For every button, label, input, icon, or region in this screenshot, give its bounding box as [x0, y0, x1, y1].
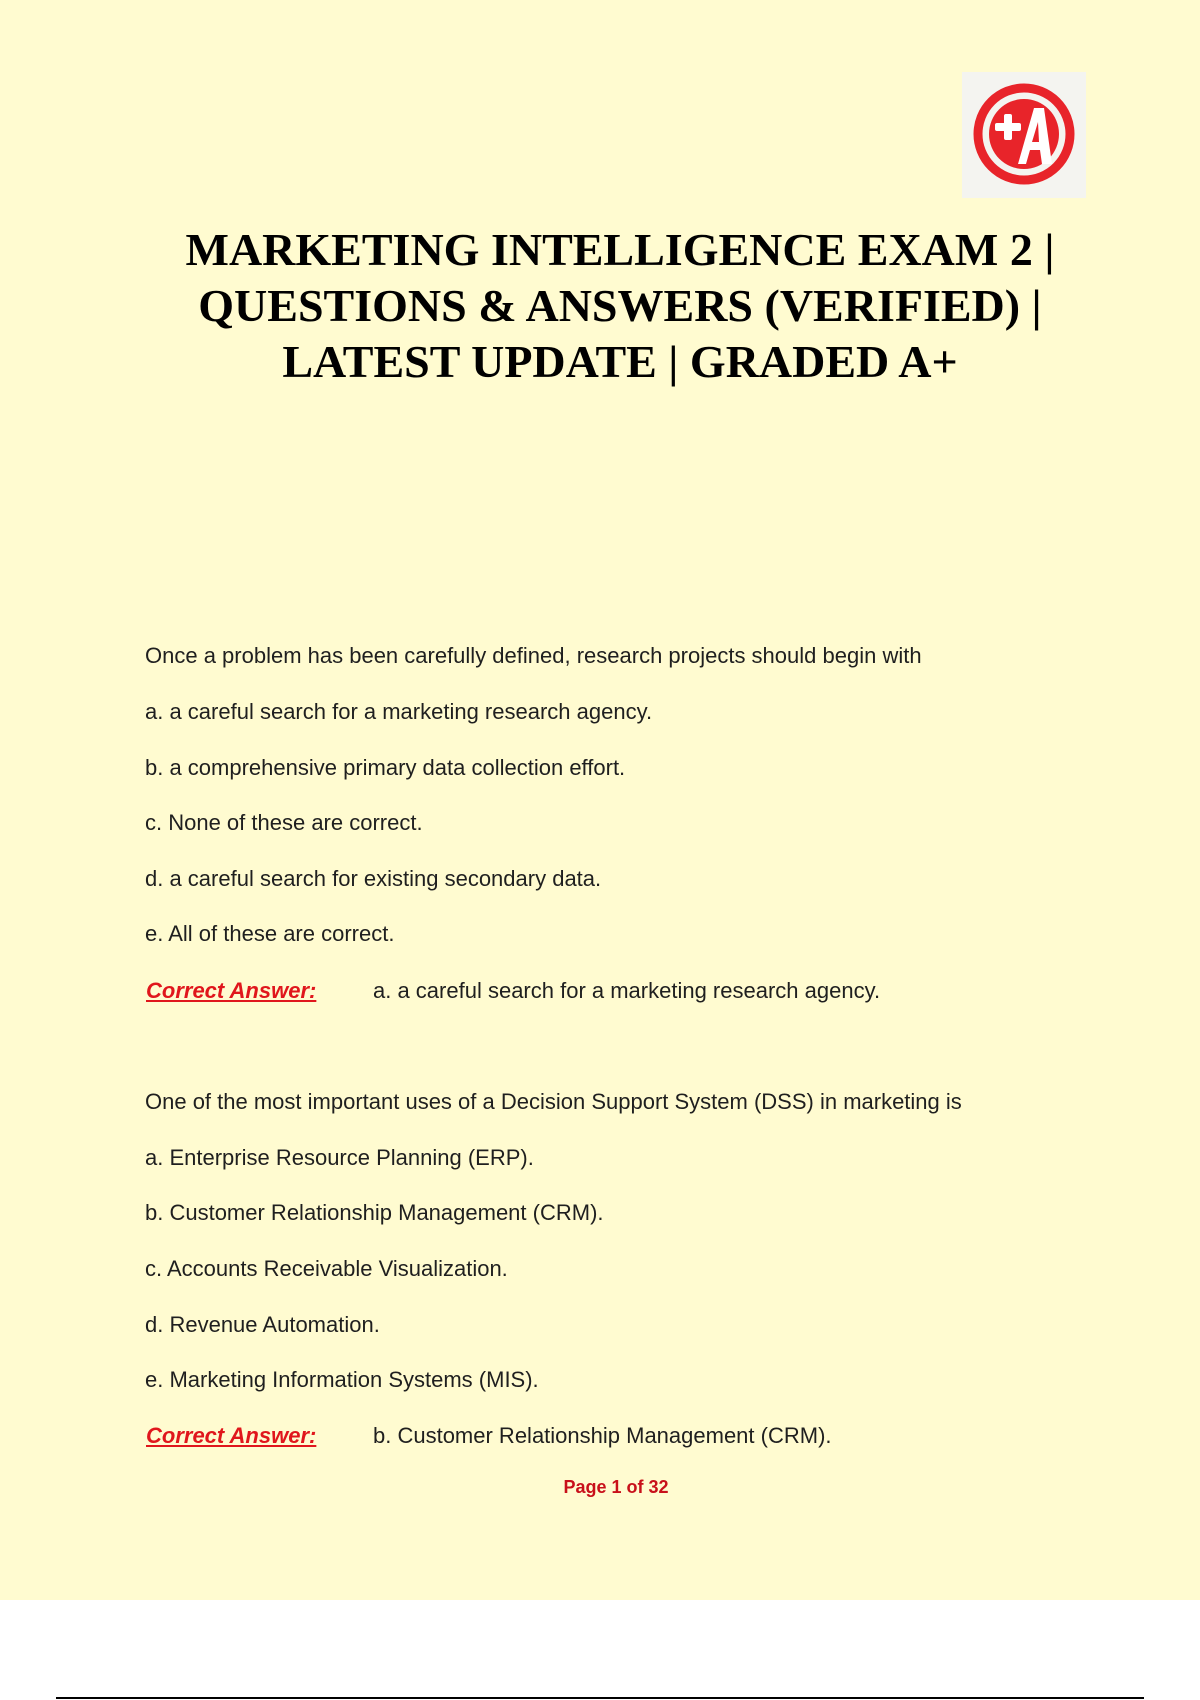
document-title — [100, 222, 1140, 390]
question-2-option-c: c. Accounts Receivable Visualization. — [145, 1256, 508, 1281]
title-line: MARKETING INTELLIGENCE EXAM 2 | — [185, 224, 1055, 275]
footer-divider — [56, 1697, 1144, 1699]
question-2-option-d: d. Revenue Automation. — [145, 1312, 380, 1337]
question-1-option-e: e. All of these are correct. — [145, 921, 395, 946]
question-2-option-b: b. Customer Relationship Management (CRM). — [145, 1200, 604, 1225]
title-line: LATEST UPDATE | GRADED A+ — [282, 336, 958, 387]
question-2-prompt: One of the most important uses of a Decision Support System (DSS) in marketing is — [145, 1089, 962, 1114]
question-2-option-e: e. Marketing Information Systems (MIS). — [145, 1367, 539, 1392]
question-1-answer: a. a careful search for a marketing research agency. — [373, 978, 881, 1003]
a-plus-logo-icon — [962, 72, 1086, 198]
question-1-option-d: d. a careful search for existing secondary data. — [145, 866, 602, 891]
logo — [962, 72, 1086, 198]
question-1-option-a: a. a careful search for a marketing research agency. — [145, 699, 653, 724]
question-2-answer-label: Correct Answer: — [146, 1423, 317, 1448]
question-2-answer: b. Customer Relationship Management (CRM). — [373, 1423, 832, 1448]
title-line: QUESTIONS & ANSWERS (VERIFIED) | — [198, 280, 1042, 331]
question-2-option-a: a. Enterprise Resource Planning (ERP). — [145, 1145, 534, 1170]
question-1-option-c: c. None of these are correct. — [145, 810, 423, 835]
question-1-option-b: b. a comprehensive primary data collection effort. — [145, 755, 626, 780]
question-1-answer-label: Correct Answer: — [146, 978, 317, 1003]
question-1-prompt: Once a problem has been carefully defined, research projects should begin with — [145, 643, 922, 668]
page-number: Page 1 of 32 — [563, 1477, 669, 1497]
